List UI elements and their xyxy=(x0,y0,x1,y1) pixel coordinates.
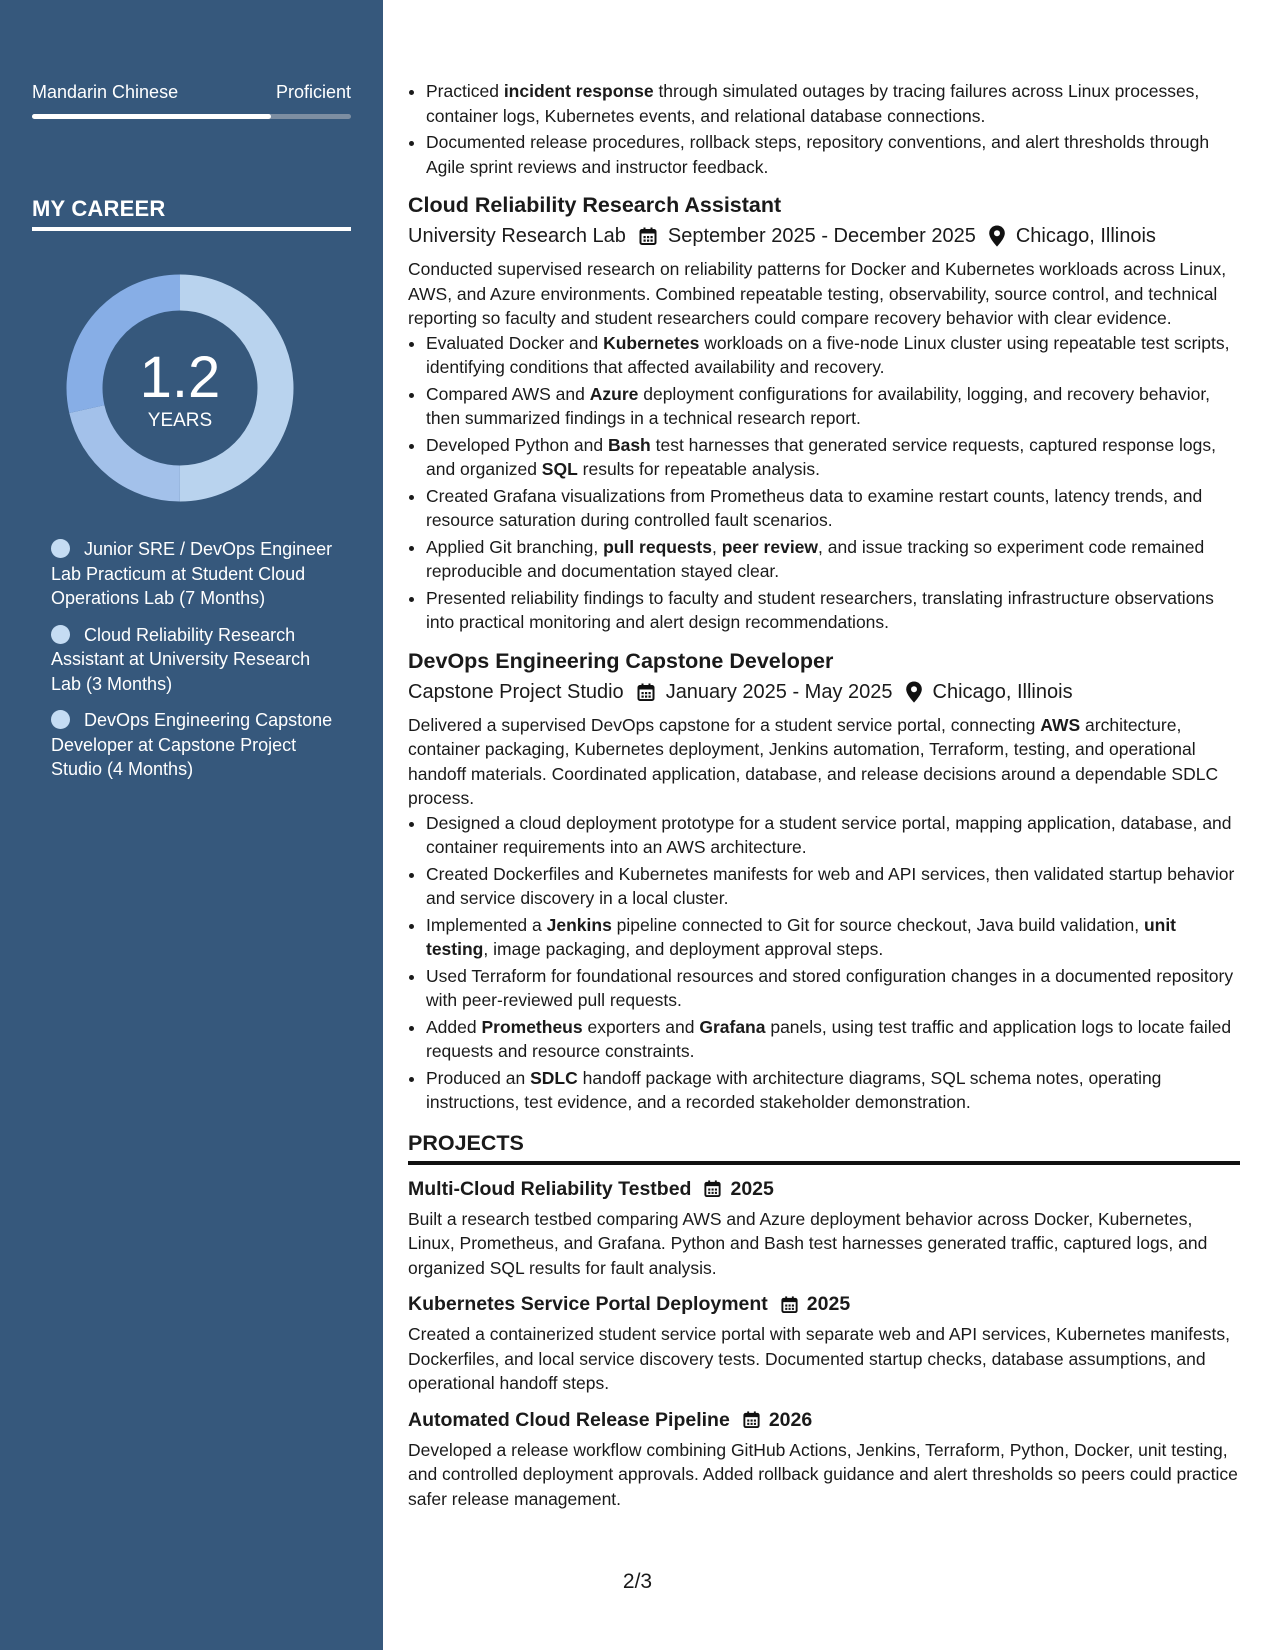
bullet-item xyxy=(426,811,1240,860)
calendar-icon xyxy=(780,1295,799,1314)
role-meta xyxy=(408,221,1240,251)
career-list xyxy=(51,537,341,794)
text-run: Delivered a supervised DevOps capstone for a student service portal, connecting xyxy=(408,714,1041,735)
text-run: Azure xyxy=(589,383,639,404)
total-years-value: 1.2 xyxy=(139,345,221,410)
text-run: results for repeatable analysis. xyxy=(577,459,820,479)
bullet-item xyxy=(426,484,1240,533)
text-run: Bash xyxy=(607,434,651,455)
role-dates: September 2025 - December 2025 xyxy=(667,225,976,247)
career-list-item xyxy=(51,708,341,782)
text-run: incident response xyxy=(503,81,654,101)
project-title-row xyxy=(408,1406,1240,1434)
project-description: Created a containerized student service portal with separate web and API services, Kubernetes manifests, Dockerfiles, and local service discovery tests. Documented startup checks, database assumptions, and operational handoff steps. xyxy=(408,1324,1230,1393)
bullet-item xyxy=(426,79,1240,128)
bullet-item xyxy=(426,862,1240,911)
career-item-text: Junior SRE / DevOps Engineer Lab Practicum at Student Cloud Operations Lab (7 Months) xyxy=(51,539,333,608)
project-year: 2025 xyxy=(730,1177,774,1200)
bullet-item xyxy=(426,535,1240,584)
career-list-item xyxy=(51,537,341,611)
text-run: SDLC xyxy=(530,1067,578,1088)
text-run: Jenkins xyxy=(546,914,612,935)
text-run: Created Grafana visualizations from Prometheus data to examine restart counts, latency trends, and resource saturation during controlled fault scenarios. xyxy=(426,485,1203,530)
location-pin-icon xyxy=(905,681,923,703)
role-organization: Capstone Project Studio xyxy=(408,680,624,703)
text-run: Created Dockerfiles and Kubernetes manifests for web and API services, then validated startup behavior and service discovery in a local cluster. xyxy=(426,863,1235,908)
career-item-text: Cloud Reliability Research Assistant at University Research Lab (3 Months) xyxy=(51,624,311,694)
career-item-text: DevOps Engineering Capstone Developer at Capstone Project Studio (4 Months) xyxy=(51,710,333,779)
language-proficiency-fill xyxy=(32,114,271,119)
text-run: through simulated outages by tracing failures across Linux processes, container logs, Kubernetes events, and relational database connections. xyxy=(426,81,1200,126)
project-year: 2026 xyxy=(768,1408,813,1431)
text-run: unit testing xyxy=(426,914,1177,959)
text-run: test harnesses that generated service requests, captured response logs, and organized xyxy=(426,434,1216,479)
bullet-item xyxy=(426,433,1240,482)
experience-section xyxy=(408,191,1240,1115)
text-run: Designed a cloud deployment prototype for a student service portal, mapping application, database, and container requirements into an AWS architecture. xyxy=(426,812,1232,857)
location-pin-icon xyxy=(988,225,1006,247)
project-title: Automated Cloud Release Pipeline xyxy=(408,1408,730,1431)
role-organization: University Research Lab xyxy=(408,225,626,247)
text-run: handoff package with architecture diagrams, SQL schema notes, operating instructions, test evidence, and a recorded stakeholder demonstration. xyxy=(426,1067,1162,1112)
page-number: 2/3 xyxy=(622,1570,653,1593)
project-description: Built a research testbed comparing AWS and Azure deployment behavior across Docker, Kubernetes, Linux, Prometheus, and Grafana. Python and Bash test harnesses generated traffic, captured logs, and organized SQL results for fault analysis. xyxy=(408,1208,1208,1278)
language-row xyxy=(32,82,351,103)
sidebar xyxy=(0,0,383,1650)
bullet-item xyxy=(426,586,1240,635)
text-run: deployment configurations for availability, logging, and recovery behavior, then summarized findings in a technical research report. xyxy=(426,383,1211,428)
language-proficiency-bar xyxy=(32,114,351,119)
text-run: architecture, container packaging, Kubernetes deployment, Jenkins automation, Terraform, testing, and operational handoff materials. Coordinated application, database, and release decisions around a dependable SDLC process. xyxy=(408,714,1219,808)
text-run: Developed Python and xyxy=(426,434,608,455)
text-run: Presented reliability findings to faculty and student researchers, translating infrastructure observations into practical monitoring and alert design recommendations. xyxy=(426,587,1214,632)
text-run: SQL xyxy=(541,459,578,479)
text-run: Used Terraform for foundational resources and stored configuration changes in a documented repository with peer-reviewed pull requests. xyxy=(426,965,1234,1010)
project-year: 2025 xyxy=(806,1293,851,1315)
text-run: Grafana xyxy=(699,1016,766,1037)
role-summary xyxy=(408,713,1240,811)
language-level: Proficient xyxy=(275,82,351,102)
role-title: Cloud Reliability Research Assistant xyxy=(408,193,782,217)
calendar-icon xyxy=(638,226,658,246)
career-heading: MY CAREER xyxy=(32,196,166,221)
text-run: Conducted supervised research on reliability patterns for Docker and Kubernetes workloads across Linux, AWS, and Azure environments. Combined repeatable testing, observability, source control, and technical reporting so faculty and student researchers could compare recovery behavior with clear evidence. xyxy=(408,259,1227,328)
text-run: AWS xyxy=(1040,714,1081,735)
main-content xyxy=(408,79,1240,1511)
bullet-dot-icon xyxy=(51,625,70,644)
projects-heading-rule xyxy=(408,1161,1240,1165)
text-run: Applied Git branching, xyxy=(426,536,604,557)
bullet-dot-icon xyxy=(51,539,70,558)
project-title-row xyxy=(408,1290,1240,1318)
text-run: Kubernetes xyxy=(603,332,700,353)
role-location: Chicago, Illinois xyxy=(932,680,1073,703)
experience-entry xyxy=(408,647,1240,1115)
role-meta xyxy=(408,677,1240,707)
role-location: Chicago, Illinois xyxy=(1015,225,1156,247)
text-run: pull requests xyxy=(603,536,712,557)
text-run: Practiced xyxy=(426,81,504,101)
text-run: pipeline connected to Git for source checkout, Java build validation, xyxy=(611,914,1144,935)
bullet-item xyxy=(426,964,1240,1013)
text-run: Documented release procedures, rollback steps, repository conventions, and alert thresholds through Agile sprint reviews and instructor feedback. xyxy=(426,132,1210,177)
language-name: Mandarin Chinese xyxy=(32,82,179,102)
projects-list xyxy=(408,1175,1240,1512)
bullet-dot-icon xyxy=(51,710,70,729)
total-years-unit: YEARS xyxy=(147,410,213,431)
text-run: Evaluated Docker and xyxy=(426,332,604,353)
text-run: workloads on a five-node Linux cluster using repeatable test scripts, identifying conditions that affected availability and recovery. xyxy=(426,332,1230,377)
project-title: Multi-Cloud Reliability Testbed xyxy=(408,1177,692,1200)
project-entry xyxy=(408,1290,1240,1396)
text-run: Added xyxy=(426,1016,482,1037)
text-run: peer review xyxy=(721,536,819,557)
role-dates: January 2025 - May 2025 xyxy=(665,680,893,703)
experience-entry xyxy=(408,191,1240,635)
text-run: panels, using test traffic and application logs to locate failed requests and resource constraints. xyxy=(426,1016,1232,1061)
text-run: Prometheus xyxy=(481,1016,583,1037)
project-title: Kubernetes Service Portal Deployment xyxy=(408,1293,768,1315)
project-entry xyxy=(408,1406,1240,1512)
project-title-row xyxy=(408,1175,1240,1203)
text-run: Compared AWS and xyxy=(426,383,590,404)
role-title: DevOps Engineering Capstone Developer xyxy=(408,648,834,673)
bullet-item xyxy=(426,130,1240,179)
bullet-item xyxy=(426,331,1240,380)
calendar-icon xyxy=(636,682,656,702)
previous-role-bullets xyxy=(408,79,1240,179)
text-run: Implemented a xyxy=(426,914,547,935)
projects-heading: PROJECTS xyxy=(408,1130,524,1155)
role-summary xyxy=(408,257,1240,331)
project-description: Developed a release workflow combining GitHub Actions, Jenkins, Terraform, Python, Docker, unit testing, and controlled deployment approvals. Added rollback guidance and alert thresholds so peers could practice safer release management. xyxy=(408,1439,1238,1509)
text-run: , xyxy=(711,536,722,557)
bullet-item xyxy=(426,1015,1240,1064)
role-bullets xyxy=(408,331,1240,635)
career-heading-underline xyxy=(32,227,351,231)
calendar-icon xyxy=(742,1410,761,1429)
text-run: , image packaging, and deployment approval steps. xyxy=(483,939,884,959)
career-list-item xyxy=(51,623,341,697)
bullet-item xyxy=(426,913,1240,962)
bullet-item xyxy=(426,382,1240,431)
role-bullets xyxy=(408,811,1240,1115)
text-run: , and issue tracking so experiment code remained reproducible and documentation stayed clear. xyxy=(426,536,1205,581)
project-entry xyxy=(408,1175,1240,1281)
bullet-item xyxy=(426,1066,1240,1115)
text-run: exporters and xyxy=(582,1016,700,1037)
text-run: Produced an xyxy=(426,1067,531,1088)
calendar-icon xyxy=(703,1179,722,1198)
